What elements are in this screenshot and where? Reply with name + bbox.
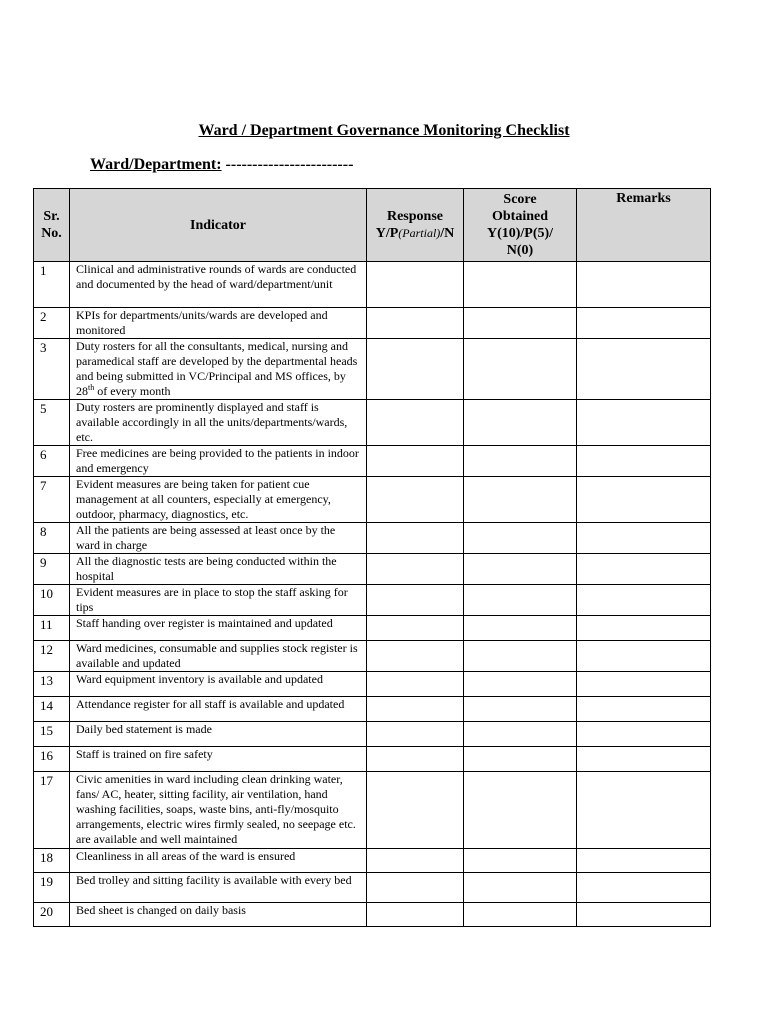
- remarks-cell[interactable]: [577, 616, 711, 641]
- table-row: [34, 722, 711, 747]
- table-row: [34, 903, 711, 927]
- header-indicator: Indicator: [70, 189, 367, 262]
- score-cell[interactable]: [464, 697, 577, 722]
- sr-no-cell: 16: [34, 747, 70, 772]
- remarks-cell[interactable]: [577, 697, 711, 722]
- indicator-cell: Civic amenities in ward including clean drinking water, fans/ AC, heater, sitting facility, air ventilation, hand washing facilities, soaps, waste bins, anti-fly/mosquito arrangements, electric wires firmly sealed, no seepage etc. are available and well maintained: [70, 772, 367, 849]
- table-row: [34, 400, 711, 446]
- score-cell[interactable]: [464, 554, 577, 585]
- response-cell[interactable]: [367, 672, 464, 697]
- table-row: [34, 616, 711, 641]
- response-cell[interactable]: [367, 339, 464, 400]
- remarks-cell[interactable]: [577, 262, 711, 308]
- sr-no-cell: 10: [34, 585, 70, 616]
- table-row: [34, 873, 711, 903]
- sr-no-cell: 2: [34, 308, 70, 339]
- indicator-cell: Ward equipment inventory is available and updated: [70, 672, 367, 697]
- score-cell[interactable]: [464, 523, 577, 554]
- indicator-cell: Bed sheet is changed on daily basis: [70, 903, 367, 927]
- ward-department-label: Ward/Department:: [90, 156, 222, 173]
- sr-no-cell: 11: [34, 616, 70, 641]
- indicator-cell: Staff is trained on fire safety: [70, 747, 367, 772]
- score-cell[interactable]: [464, 308, 577, 339]
- indicator-cell: Evident measures are in place to stop the staff asking for tips: [70, 585, 367, 616]
- sr-no-cell: 19: [34, 873, 70, 903]
- remarks-cell[interactable]: [577, 308, 711, 339]
- indicator-cell: Duty rosters for all the consultants, medical, nursing and paramedical staff are developed by the departmental heads and being submitted in VC/Principal and MS offices, by 28th of every month: [70, 339, 367, 400]
- response-cell[interactable]: [367, 849, 464, 873]
- remarks-cell[interactable]: [577, 339, 711, 400]
- remarks-cell[interactable]: [577, 554, 711, 585]
- indicator-cell: Duty rosters are prominently displayed and staff is available accordingly in all the units/departments/wards, etc.: [70, 400, 367, 446]
- response-cell[interactable]: [367, 446, 464, 477]
- score-cell[interactable]: [464, 616, 577, 641]
- sr-no-cell: 6: [34, 446, 70, 477]
- score-cell[interactable]: [464, 446, 577, 477]
- remarks-cell[interactable]: [577, 523, 711, 554]
- page-title: Ward / Department Governance Monitoring Checklist: [198, 122, 570, 139]
- table-row: [34, 477, 711, 523]
- remarks-cell[interactable]: [577, 400, 711, 446]
- response-cell[interactable]: [367, 873, 464, 903]
- remarks-cell[interactable]: [577, 672, 711, 697]
- response-cell[interactable]: [367, 308, 464, 339]
- sr-no-cell: 1: [34, 262, 70, 308]
- indicator-cell: Free medicines are being provided to the patients in indoor and emergency: [70, 446, 367, 477]
- remarks-cell[interactable]: [577, 446, 711, 477]
- response-cell[interactable]: [367, 641, 464, 672]
- remarks-cell[interactable]: [577, 903, 711, 927]
- response-cell[interactable]: [367, 772, 464, 849]
- ward-department-field: [90, 156, 353, 174]
- score-cell[interactable]: [464, 477, 577, 523]
- score-cell[interactable]: [464, 772, 577, 849]
- header-remarks: Remarks: [577, 189, 711, 262]
- response-cell[interactable]: [367, 697, 464, 722]
- indicator-cell: Ward medicines, consumable and supplies stock register is available and updated: [70, 641, 367, 672]
- sr-no-cell: 12: [34, 641, 70, 672]
- response-cell[interactable]: [367, 554, 464, 585]
- remarks-cell[interactable]: [577, 873, 711, 903]
- indicator-cell: Bed trolley and sitting facility is available with every bed: [70, 873, 367, 903]
- indicator-cell: KPIs for departments/units/wards are developed and monitored: [70, 308, 367, 339]
- score-cell[interactable]: [464, 262, 577, 308]
- remarks-cell[interactable]: [577, 722, 711, 747]
- sr-no-cell: 13: [34, 672, 70, 697]
- response-cell[interactable]: [367, 477, 464, 523]
- sr-no-cell: 17: [34, 772, 70, 849]
- remarks-cell[interactable]: [577, 585, 711, 616]
- score-cell[interactable]: [464, 747, 577, 772]
- table-row: [34, 772, 711, 849]
- ward-department-blank: ------------------------: [221, 156, 354, 173]
- table-row: [34, 262, 711, 308]
- response-cell[interactable]: [367, 722, 464, 747]
- remarks-cell[interactable]: [577, 747, 711, 772]
- response-cell[interactable]: [367, 400, 464, 446]
- table-row: [34, 747, 711, 772]
- table-row: [34, 523, 711, 554]
- table-row: [34, 672, 711, 697]
- remarks-cell[interactable]: [577, 641, 711, 672]
- remarks-cell[interactable]: [577, 849, 711, 873]
- response-cell[interactable]: [367, 585, 464, 616]
- score-cell[interactable]: [464, 722, 577, 747]
- sr-no-cell: 15: [34, 722, 70, 747]
- sr-no-cell: 7: [34, 477, 70, 523]
- score-cell[interactable]: [464, 903, 577, 927]
- indicator-cell: Staff handing over register is maintained and updated: [70, 616, 367, 641]
- table-row: [34, 339, 711, 400]
- checklist-table: [33, 188, 711, 927]
- table-row: [34, 308, 711, 339]
- response-cell[interactable]: [367, 616, 464, 641]
- score-cell[interactable]: [464, 672, 577, 697]
- sr-no-cell: 5: [34, 400, 70, 446]
- sr-no-cell: 9: [34, 554, 70, 585]
- table-row: [34, 585, 711, 616]
- sr-no-cell: 20: [34, 903, 70, 927]
- header-score-obtained: Score Obtained Y(10)/P(5)/ N(0): [464, 189, 577, 262]
- sr-no-cell: 14: [34, 697, 70, 722]
- table-row: [34, 849, 711, 873]
- response-cell[interactable]: [367, 903, 464, 927]
- table-header-row: [34, 189, 711, 262]
- indicator-cell: Cleanliness in all areas of the ward is ensured: [70, 849, 367, 873]
- indicator-cell: All the patients are being assessed at least once by the ward in charge: [70, 523, 367, 554]
- header-sr-no: Sr. No.: [34, 189, 70, 262]
- table-row: [34, 697, 711, 722]
- sr-no-cell: 3: [34, 339, 70, 400]
- response-cell[interactable]: [367, 262, 464, 308]
- score-cell[interactable]: [464, 400, 577, 446]
- indicator-cell: Daily bed statement is made: [70, 722, 367, 747]
- indicator-cell: Attendance register for all staff is available and updated: [70, 697, 367, 722]
- indicator-cell: Clinical and administrative rounds of wards are conducted and documented by the head of ward/department/unit: [70, 262, 367, 308]
- score-cell[interactable]: [464, 339, 577, 400]
- sr-no-cell: 18: [34, 849, 70, 873]
- response-cell[interactable]: [367, 747, 464, 772]
- indicator-cell: Evident measures are being taken for patient cue management at all counters, especially at emergency, outdoor, pharmacy, diagnostics, etc.: [70, 477, 367, 523]
- remarks-cell[interactable]: [577, 477, 711, 523]
- remarks-cell[interactable]: [577, 772, 711, 849]
- score-cell[interactable]: [464, 849, 577, 873]
- score-cell[interactable]: [464, 873, 577, 903]
- score-cell[interactable]: [464, 641, 577, 672]
- table-row: [34, 446, 711, 477]
- table-row: [34, 641, 711, 672]
- header-response: Response Y/P(Partial)/N: [367, 189, 464, 262]
- indicator-cell: All the diagnostic tests are being conducted within the hospital: [70, 554, 367, 585]
- sr-no-cell: 8: [34, 523, 70, 554]
- table-row: [34, 554, 711, 585]
- score-cell[interactable]: [464, 585, 577, 616]
- response-cell[interactable]: [367, 523, 464, 554]
